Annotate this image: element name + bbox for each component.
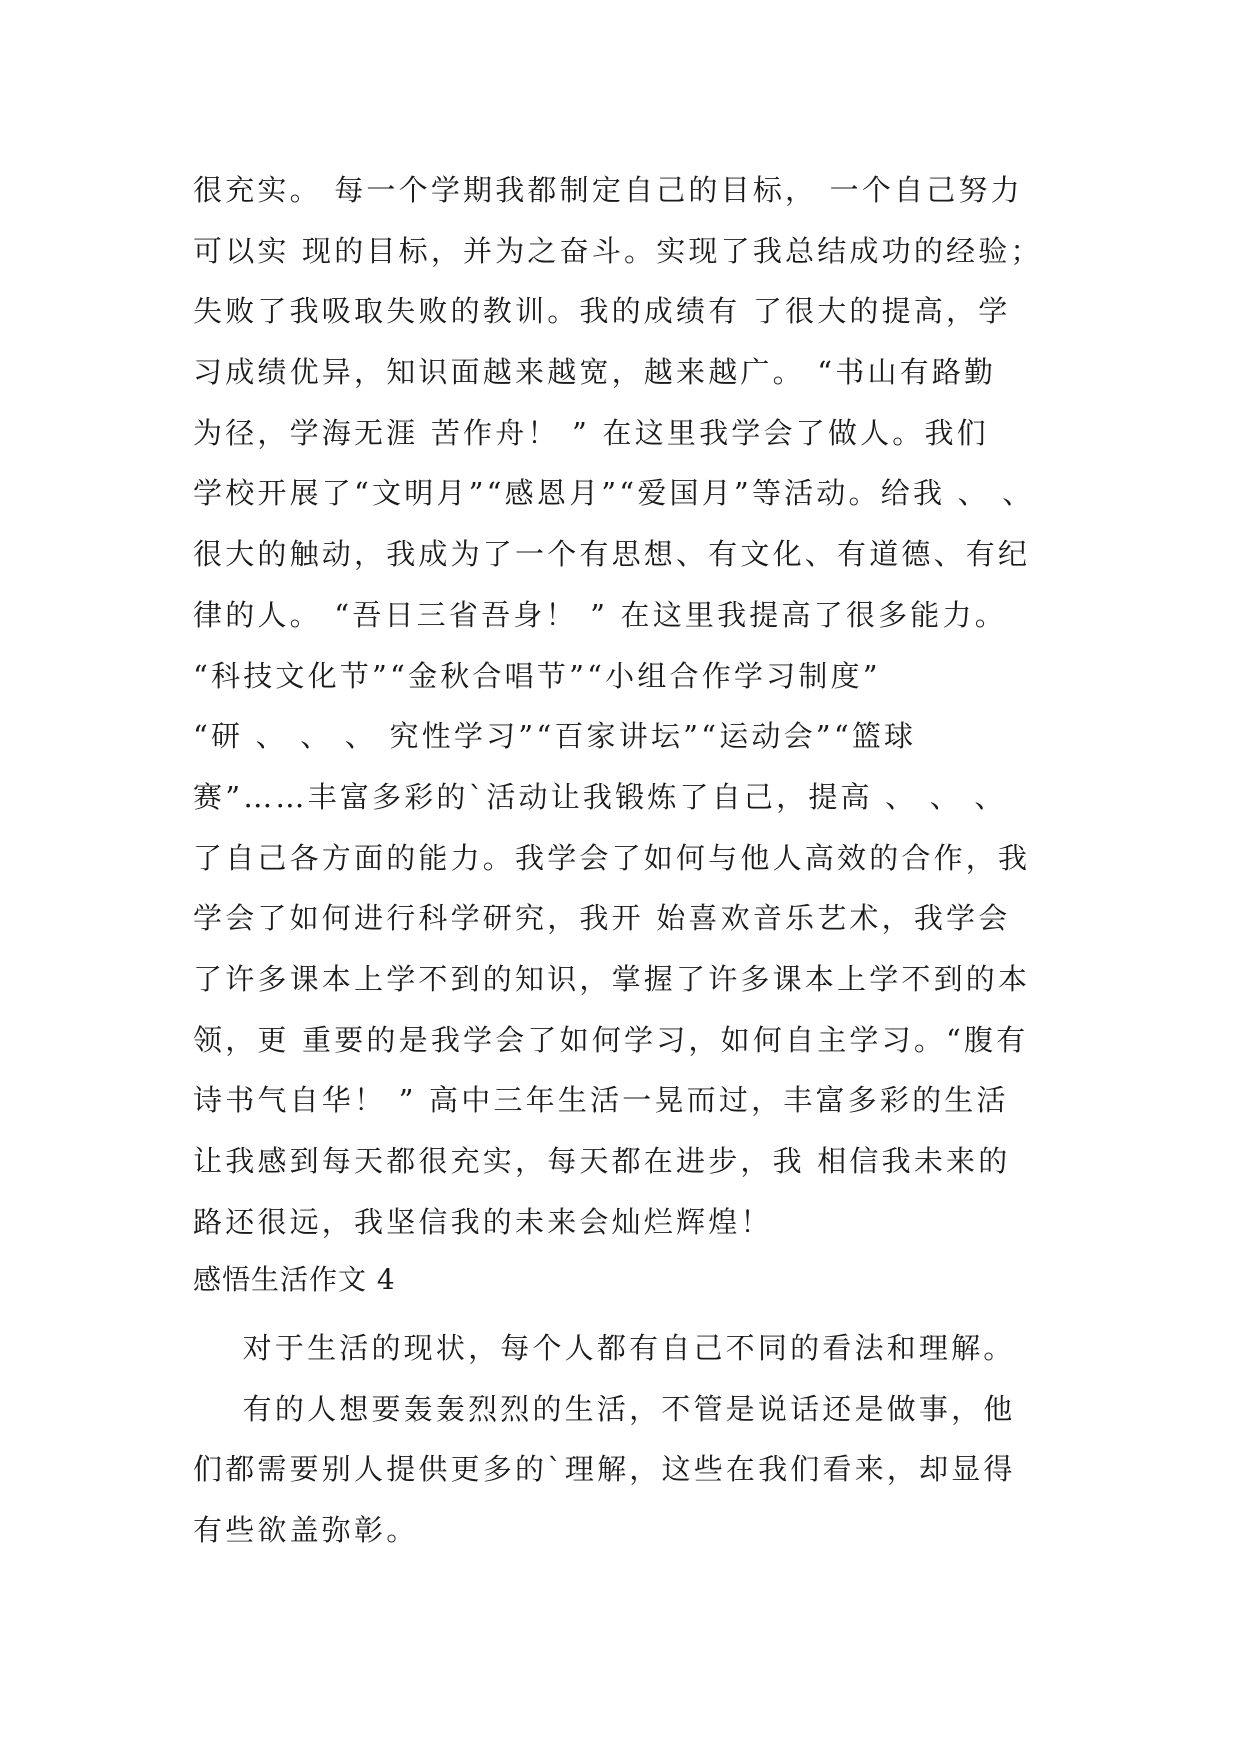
text-line: 了许多课本上学不到的知识，掌握了许多课本上学不到的本 [193, 961, 1031, 996]
text-line: “科技文化节”“金秋合唱节”“小组合作学习制度” [193, 658, 881, 693]
text-line: 很大的触动，我成为了一个有思想、有文化、有道德、有纪 [193, 537, 1031, 572]
section-body [193, 1318, 1093, 1561]
text-line: 律的人。 “吾日三省吾身！ ” 在这里我提高了很多能力。 [193, 597, 1007, 632]
text-line: “研 、 、 、 究性学习”“百家讲坛”“运动会”“篮球 [193, 719, 917, 754]
text-line: 了自己各方面的能力。我学会了如何与他人高效的合作，我 [193, 840, 1031, 875]
text-line: 们都需要别人提供更多的`理解，这些在我们看来，却显得 [193, 1452, 1016, 1487]
text-line: 诗书气自华！ ” 高中三年生活一晃而过，丰富多彩的生活 [193, 1083, 1009, 1118]
text-line: 路还很远，我坚信我的未来会灿烂辉煌！ [193, 1204, 773, 1239]
text-line: 对于生活的现状，每个人都有自己不同的看法和理解。 [193, 1331, 1016, 1365]
text-line: 赛”……丰富多彩的`活动让我锻炼了自己，提高 、 、 、 [193, 779, 1007, 814]
text-line: 有些欲盖弥彰。 [193, 1513, 419, 1548]
text-line: 很充实。 每一个学期我都制定自己的目标， 一个自己努力 [193, 173, 1023, 207]
text-line: 学校开展了“文明月”“感恩月”“爱国月”等活动。给我 、 、 [193, 476, 1035, 511]
text-line: 可以实 现的目标，并为之奋斗。实现了我总结成功的经验； [193, 233, 1043, 268]
text-line: 失败了我吸取失败的教训。我的成绩有 了很大的提高，学 [193, 294, 1011, 329]
text-line: 有的人想要轰轰烈烈的生活，不管是说话还是做事，他 [193, 1391, 1016, 1426]
text-line: 让我感到每天都很充实，每天都在进步，我 相信我未来的 [193, 1144, 1011, 1178]
text-line: 为径，学海无涯 苦作舟！ ” 在这里我学会了做人。我们 [193, 415, 989, 450]
text-line: 学会了如何进行科学研究，我开 始喜欢音乐艺术，我学会 [193, 901, 1011, 936]
text-line: 习成绩优异，知识面越来越宽，越来越广。 “书山有路勤 [193, 355, 997, 390]
essay-body-continued [193, 160, 1093, 1252]
section-heading: 感悟生活作文 4 [193, 1263, 396, 1296]
text-line: 领，更 重要的是我学会了如何学习，如何自主学习。“腹有 [193, 1022, 1029, 1057]
